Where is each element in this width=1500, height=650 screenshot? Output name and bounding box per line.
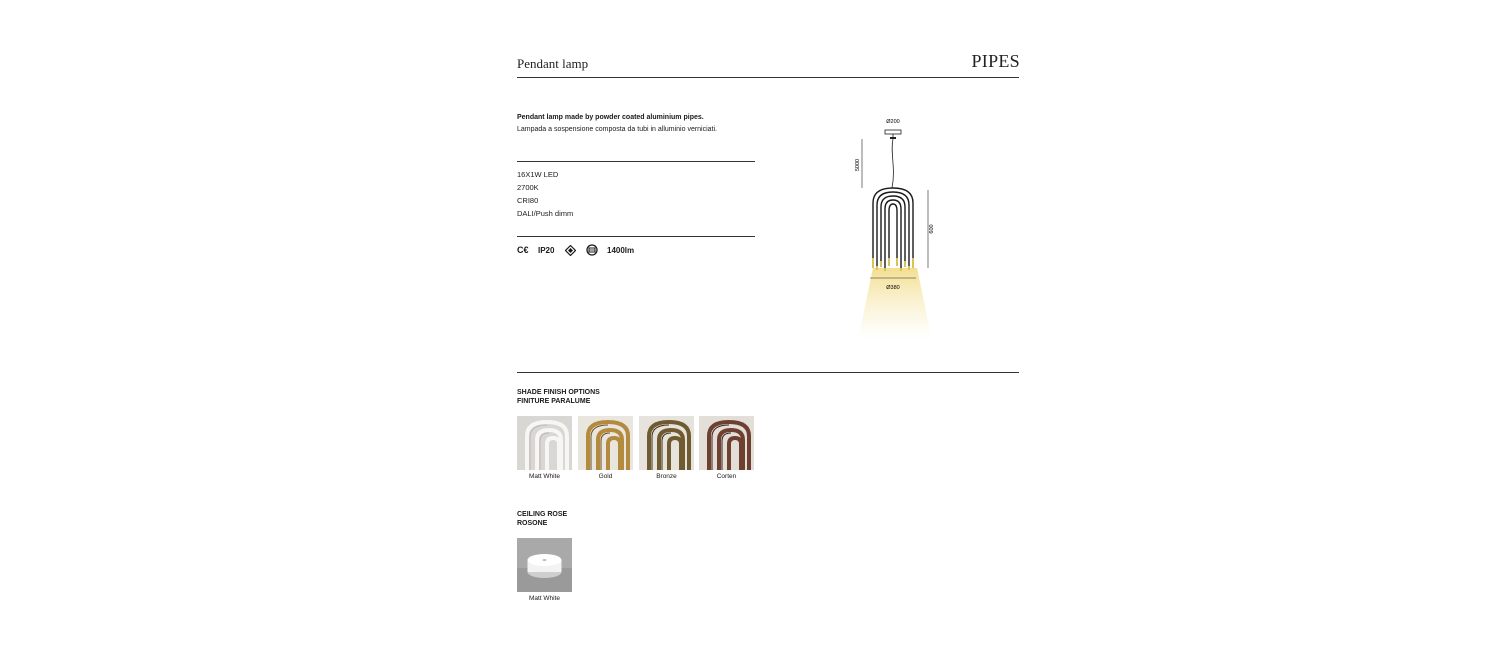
class-symbol-icon [565,244,576,256]
description-italian: Lampada a sospensione composta da tubi in alluminio verniciati. [517,126,718,133]
description-english: Pendant lamp made by powder coated aluminium pipes. [517,114,704,121]
spec-led: 16X1W LED [517,170,559,179]
ceiling-canopy [885,130,901,134]
ce-mark-icon: C€ [517,245,529,255]
finish-label-gold: Gold [598,473,613,480]
dimmable-icon [586,244,598,256]
ip-rating: IP20 [538,245,555,255]
ceiling-rose-title-it: ROSONE [517,520,548,527]
finish-swatch-matt-white[interactable] [517,416,572,470]
finish-swatch-corten[interactable] [699,416,754,470]
section-divider [517,372,1019,373]
product-category: Pendant lamp [517,56,589,71]
spec-cri: CRI80 [517,196,539,205]
lamp-pipes [873,188,913,268]
ceiling-rose-title-en: CEILING ROSE [517,511,568,518]
top-diameter-label: Ø200 [886,119,900,125]
finish-swatch-gold[interactable] [578,416,633,470]
product-name: PIPES [971,51,1020,71]
finish-label-bronze: Bronze [656,473,677,480]
header-divider [517,77,1019,78]
description-divider [517,161,755,162]
finish-label-matt-white: Matt White [528,473,561,480]
finish-label-corten: Corten [716,473,737,480]
spec-color-temperature: 2700K [517,183,539,192]
ceiling-rose-label: Matt White [528,595,561,602]
finish-swatch-bronze[interactable] [639,416,694,470]
technical-drawing [840,108,950,348]
shade-finish-title-it: FINITURE PARALUME [517,398,591,405]
shade-finish-title-en: SHADE FINISH OPTIONS [517,389,600,396]
light-beam [858,268,932,340]
spec-dimming: DALI/Push dimm [517,209,574,218]
height-label: 600 [929,224,935,234]
luminous-flux: 1400lm [607,245,635,255]
ceiling-rose-image[interactable] [517,538,572,592]
specs-divider [517,236,755,237]
cable-length-label: 5000 [855,158,861,172]
suspension-cable [892,139,893,188]
bottom-diameter-label: Ø380 [886,285,900,291]
